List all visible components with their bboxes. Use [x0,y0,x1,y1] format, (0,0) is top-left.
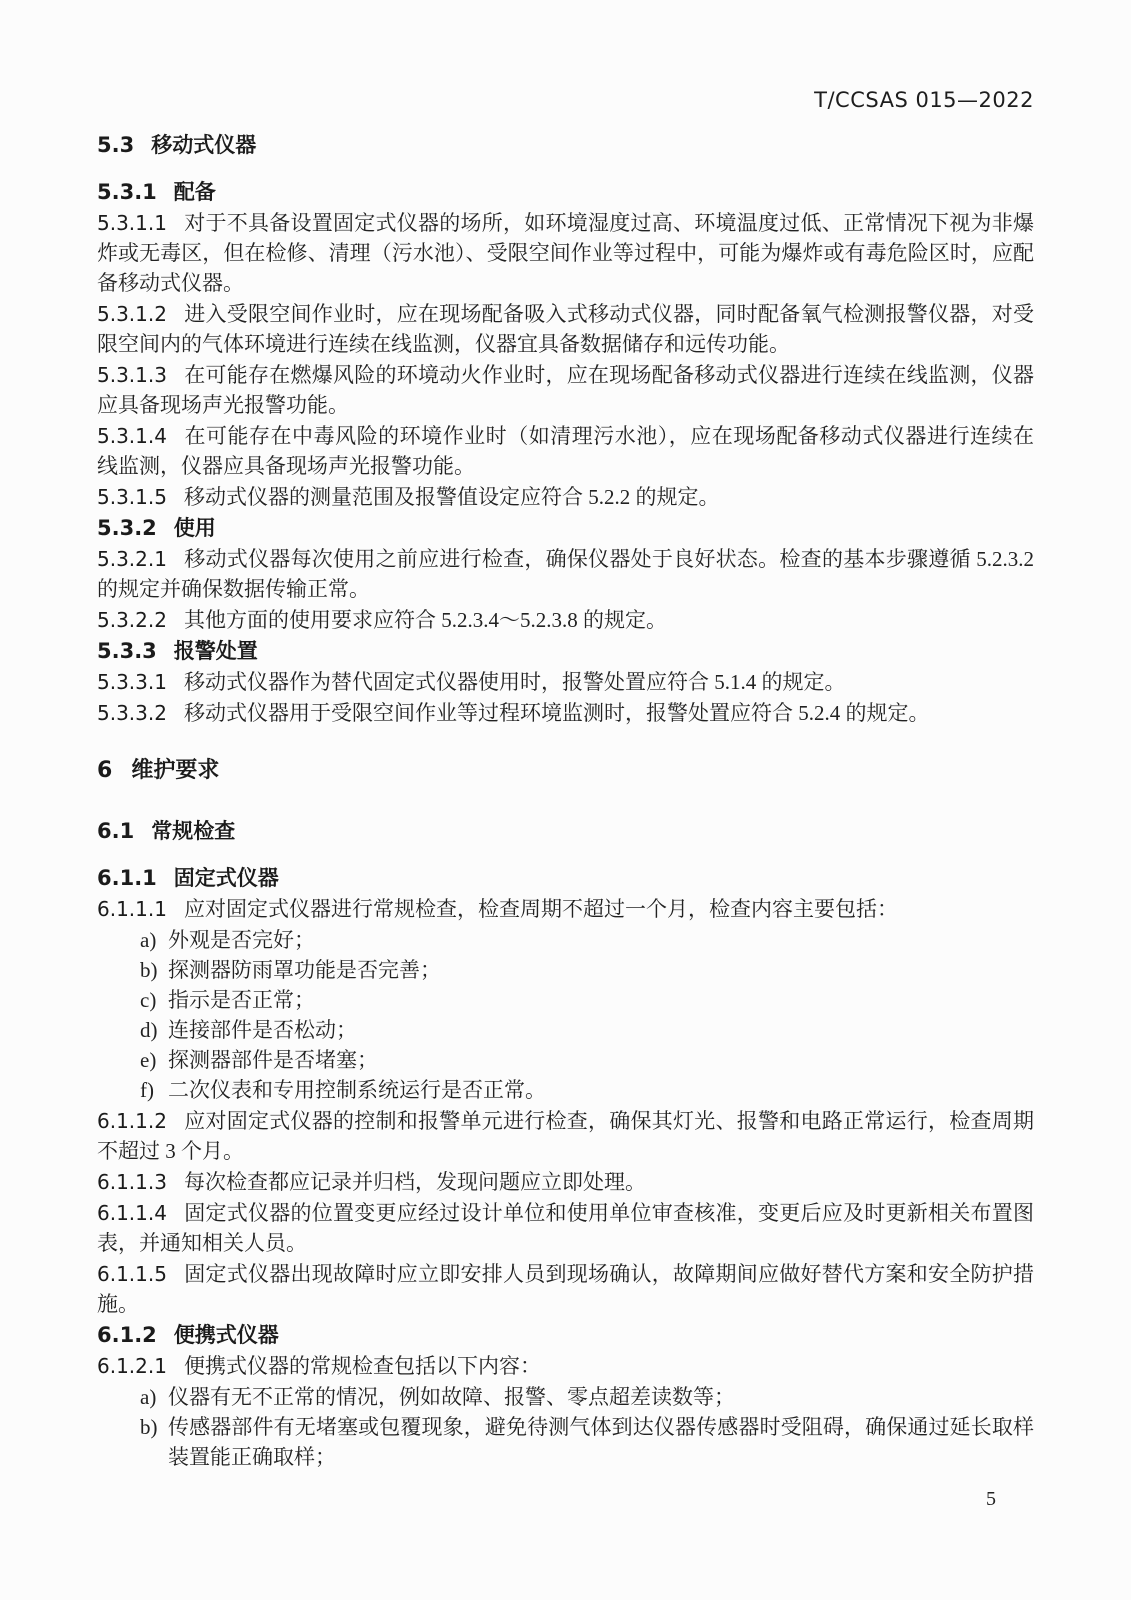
list-item-marker: e) [140,1048,157,1072]
portable-instrument-check-list [97,1382,1034,1472]
clause-text: 进入受限空间作业时，应在现场配备吸入式移动式仪器，同时配备氧气检测报警仪器，对受限空间内的气体环境进行连续在线监测，仪器宜具备数据储存和远传功能。 [97,302,1034,356]
clause-number: 6.1.1.1 [97,897,167,921]
clause-text: 在可能存在燃爆风险的环境动火作业时，应在现场配备移动式仪器进行连续在线监测，仪器应具备现场声光报警功能。 [97,363,1034,417]
clause-number: 6.1.1.3 [97,1170,167,1194]
list-item-marker: d) [140,1018,158,1042]
clause-number: 6.1.1.2 [97,1109,167,1133]
clause-text: 移动式仪器作为替代固定式仪器使用时，报警处置应符合 5.1.4 的规定。 [183,670,846,694]
chapter-number: 6 [97,758,113,783]
clause-text: 其他方面的使用要求应符合 5.2.3.4～5.2.3.8 的规定。 [183,608,667,632]
list-item-marker: b) [140,1415,158,1439]
standard-code-header: T/CCSAS 015—2022 [814,88,1034,112]
subsection-heading-5-3-3 [97,636,1034,666]
list-item-marker: a) [140,1385,157,1409]
chapter-heading-6 [97,756,1034,786]
clause-5-3-2-1 [97,544,1034,604]
subsection-title: 配备 [173,180,216,204]
clause-5-3-3-2 [97,698,1034,728]
clause-6-1-1-3 [97,1167,1034,1197]
clause-text: 移动式仪器每次使用之前应进行检查，确保仪器处于良好状态。检查的基本步骤遵循 5.2.3.2 的规定并确保数据传输正常。 [97,547,1034,601]
clause-number: 5.3.2.2 [97,608,167,632]
subsection-heading-6-1-1 [97,863,1034,893]
clause-number: 6.1.1.5 [97,1262,167,1286]
section-number: 5.3 [97,133,135,157]
list-item [97,955,1034,985]
subsection-heading-5-3-1 [97,177,1034,207]
list-item [97,1045,1034,1075]
clause-number: 5.3.3.1 [97,670,167,694]
clause-6-1-2-1 [97,1351,1034,1381]
subsection-title: 便携式仪器 [173,1323,279,1347]
list-item [97,985,1034,1015]
clause-number: 6.1.2.1 [97,1354,167,1378]
clause-number: 6.1.1.4 [97,1201,167,1225]
subsection-number: 6.1.1 [97,866,157,890]
clause-5-3-1-3 [97,360,1034,420]
chapter-title: 维护要求 [131,758,220,783]
list-item [97,1015,1034,1045]
clause-6-1-1-2 [97,1106,1034,1166]
subsection-title: 使用 [173,516,216,540]
subsection-number: 6.1.2 [97,1323,157,1347]
subsection-heading-6-1-2 [97,1320,1034,1350]
list-item [97,1412,1034,1472]
clause-5-3-2-2 [97,605,1034,635]
list-item-text: 传感器部件有无堵塞或包覆现象，避免待测气体到达仪器传感器时受阻碍，确保通过延长取样装置能正确取样； [168,1415,1034,1469]
clause-text: 便携式仪器的常规检查包括以下内容： [183,1354,541,1378]
clause-5-3-1-5 [97,482,1034,512]
clause-text: 应对固定式仪器的控制和报警单元进行检查，确保其灯光、报警和电路正常运行，检查周期不超过 3 个月。 [97,1109,1034,1163]
list-item-marker: c) [140,988,157,1012]
subsection-number: 5.3.1 [97,180,157,204]
list-item-text: 指示是否正常； [168,988,315,1012]
clause-text: 对于不具备设置固定式仪器的场所，如环境湿度过高、环境温度过低、正常情况下视为非爆炸或无毒区，但在检修、清理（污水池）、受限空间作业等过程中，可能为爆炸或有毒危险区时，应配备移动式仪器。 [97,211,1034,295]
list-item-marker: f) [140,1078,154,1102]
clause-text: 固定式仪器的位置变更应经过设计单位和使用单位审查核准，变更后应及时更新相关布置图表，并通知相关人员。 [97,1201,1034,1255]
clause-6-1-1-4 [97,1198,1034,1258]
list-item-text: 探测器部件是否堵塞； [168,1048,378,1072]
clause-5-3-1-1 [97,208,1034,298]
clause-number: 5.3.1.1 [97,211,167,235]
clause-number: 5.3.1.2 [97,302,167,326]
clause-number: 5.3.1.4 [97,424,167,448]
list-item [97,1075,1034,1105]
clause-5-3-3-1 [97,667,1034,697]
section-heading-5-3 [97,130,1034,160]
section-title: 常规检查 [151,819,236,843]
section-heading-6-1 [97,816,1034,846]
subsection-title: 固定式仪器 [173,866,279,890]
clause-text: 在可能存在中毒风险的环境作业时（如清理污水池），应在现场配备移动式仪器进行连续在线监测，仪器应具备现场声光报警功能。 [97,424,1034,478]
clause-5-3-1-2 [97,299,1034,359]
subsection-heading-5-3-2 [97,513,1034,543]
list-item-text: 外观是否完好； [168,928,315,952]
list-item-text: 二次仪表和专用控制系统运行是否正常。 [168,1078,546,1102]
clause-number: 5.3.3.2 [97,701,167,725]
subsection-title: 报警处置 [173,639,258,663]
clause-number: 5.3.1.5 [97,485,167,509]
clause-number: 5.3.1.3 [97,363,167,387]
fixed-instrument-check-list [97,925,1034,1105]
list-item [97,925,1034,955]
clause-text: 移动式仪器的测量范围及报警值设定应符合 5.2.2 的规定。 [183,485,720,509]
clause-text: 移动式仪器用于受限空间作业等过程环境监测时，报警处置应符合 5.2.4 的规定。 [183,701,930,725]
page-number: 5 [986,1488,996,1510]
list-item [97,1382,1034,1412]
section-number: 6.1 [97,819,135,843]
clause-6-1-1-1 [97,894,1034,924]
clause-6-1-1-5 [97,1259,1034,1319]
list-item-marker: b) [140,958,158,982]
section-title: 移动式仪器 [151,133,257,157]
clause-text: 每次检查都应记录并归档，发现问题应立即处理。 [183,1170,646,1194]
subsection-number: 5.3.3 [97,639,157,663]
clause-text: 固定式仪器出现故障时应立即安排人员到现场确认，故障期间应做好替代方案和安全防护措施。 [97,1262,1034,1316]
clause-number: 5.3.2.1 [97,547,167,571]
list-item-text: 仪器有无不正常的情况，例如故障、报警、零点超差读数等； [168,1385,735,1409]
clause-5-3-1-4 [97,421,1034,481]
list-item-text: 探测器防雨罩功能是否完善； [168,958,441,982]
list-item-text: 连接部件是否松动； [168,1018,357,1042]
subsection-number: 5.3.2 [97,516,157,540]
list-item-marker: a) [140,928,157,952]
clause-text: 应对固定式仪器进行常规检查，检查周期不超过一个月，检查内容主要包括： [183,897,898,921]
